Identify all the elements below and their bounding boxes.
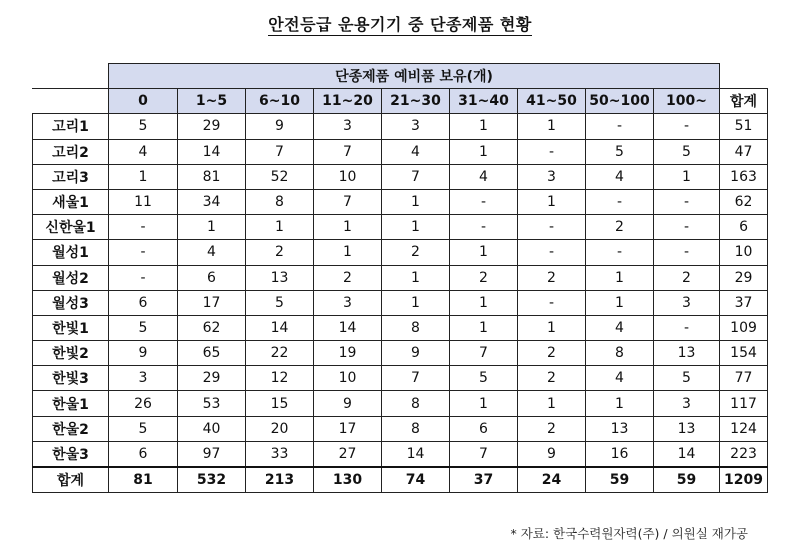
- row-total-cell: 223: [720, 441, 768, 467]
- row-total-cell: 77: [720, 366, 768, 391]
- table-cell: 17: [178, 290, 246, 315]
- table-cell: -: [450, 189, 518, 214]
- table-cell: 53: [178, 391, 246, 416]
- table-cell: 5: [109, 114, 178, 139]
- table-cell: -: [586, 114, 654, 139]
- table-row: [33, 215, 768, 240]
- table-cell: 1: [654, 164, 720, 189]
- column-header: 11~20: [314, 89, 382, 114]
- table-cell: 9: [314, 391, 382, 416]
- table-cell: 6: [178, 265, 246, 290]
- column-header: 0: [109, 89, 178, 114]
- table-cell: 2: [654, 265, 720, 290]
- table-cell: 40: [178, 416, 246, 441]
- table-cell: 27: [314, 441, 382, 467]
- table-cell: -: [654, 240, 720, 265]
- table-cell: -: [518, 240, 586, 265]
- table-cell: 1: [450, 315, 518, 340]
- column-header: 50~100: [586, 89, 654, 114]
- table-cell: 1: [586, 290, 654, 315]
- row-header-plant: 한빛3: [33, 366, 109, 391]
- table-cell: 9: [382, 341, 450, 366]
- table-cell: 14: [382, 441, 450, 467]
- table-cell: 1: [450, 290, 518, 315]
- table-row: [33, 391, 768, 416]
- table-cell: 4: [586, 366, 654, 391]
- table-row: [33, 240, 768, 265]
- table-cell: 19: [314, 341, 382, 366]
- table-row: [33, 315, 768, 340]
- table-cell: 1: [382, 189, 450, 214]
- column-header: 6~10: [246, 89, 314, 114]
- table-cell: -: [109, 240, 178, 265]
- table-cell: -: [654, 215, 720, 240]
- row-total-cell: 154: [720, 341, 768, 366]
- table-cell: 20: [246, 416, 314, 441]
- row-total-cell: 29: [720, 265, 768, 290]
- row-total-cell: 62: [720, 189, 768, 214]
- table-cell: 1: [109, 164, 178, 189]
- table-cell: 2: [518, 416, 586, 441]
- row-header-plant: 월성2: [33, 265, 109, 290]
- row-header-plant: 한울2: [33, 416, 109, 441]
- column-total-cell: 24: [518, 467, 586, 493]
- table-cell: 3: [518, 164, 586, 189]
- row-header-plant: 신한울1: [33, 215, 109, 240]
- table-cell: 29: [178, 366, 246, 391]
- row-total-cell: 37: [720, 290, 768, 315]
- table-row: [33, 265, 768, 290]
- table-cell: 6: [109, 290, 178, 315]
- table-cell: 2: [382, 240, 450, 265]
- table-cell: 1: [382, 290, 450, 315]
- table-cell: 81: [178, 164, 246, 189]
- table-cell: 8: [382, 315, 450, 340]
- table-cell: 14: [654, 441, 720, 467]
- table-cell: 10: [314, 164, 382, 189]
- column-total-cell: 37: [450, 467, 518, 493]
- table-cell: 97: [178, 441, 246, 467]
- table-cell: 3: [654, 290, 720, 315]
- table-cell: 1: [518, 391, 586, 416]
- table-cell: 1: [382, 215, 450, 240]
- table-cell: -: [654, 114, 720, 139]
- table-cell: 5: [586, 139, 654, 164]
- table-cell: 52: [246, 164, 314, 189]
- table-cell: 1: [382, 265, 450, 290]
- column-total-cell: 59: [654, 467, 720, 493]
- group-header-row: [33, 64, 768, 89]
- table-cell: 12: [246, 366, 314, 391]
- table-cell: 1: [518, 114, 586, 139]
- table-row: [33, 441, 768, 467]
- table-cell: 4: [382, 139, 450, 164]
- table-cell: 4: [586, 164, 654, 189]
- row-header-plant: 한빛2: [33, 341, 109, 366]
- table-cell: 3: [109, 366, 178, 391]
- table-cell: -: [109, 265, 178, 290]
- column-header: 21~30: [382, 89, 450, 114]
- row-header-plant: 고리2: [33, 139, 109, 164]
- row-header-plant: 월성1: [33, 240, 109, 265]
- table-cell: 26: [109, 391, 178, 416]
- table-row: [33, 366, 768, 391]
- table-cell: 4: [450, 164, 518, 189]
- table-cell: 3: [382, 114, 450, 139]
- column-total-cell: 74: [382, 467, 450, 493]
- table-cell: -: [109, 215, 178, 240]
- table-cell: 13: [654, 341, 720, 366]
- table-cell: 14: [246, 315, 314, 340]
- column-header-row: [33, 89, 768, 114]
- table-cell: 2: [314, 265, 382, 290]
- row-header-plant: 고리3: [33, 164, 109, 189]
- table-row: [33, 290, 768, 315]
- table-cell: 4: [109, 139, 178, 164]
- column-total-cell: 81: [109, 467, 178, 493]
- table-row: [33, 114, 768, 139]
- table-cell: 6: [109, 441, 178, 467]
- row-total-cell: 117: [720, 391, 768, 416]
- table-cell: 8: [586, 341, 654, 366]
- row-total-cell: 163: [720, 164, 768, 189]
- table-cell: 14: [314, 315, 382, 340]
- row-total-cell: 124: [720, 416, 768, 441]
- table-cell: 4: [178, 240, 246, 265]
- table-cell: -: [586, 189, 654, 214]
- table-cell: -: [654, 315, 720, 340]
- table-cell: 1: [450, 114, 518, 139]
- table-row: [33, 341, 768, 366]
- table-cell: 5: [450, 366, 518, 391]
- column-total-cell: 213: [246, 467, 314, 493]
- table-cell: 5: [109, 416, 178, 441]
- corner-blank-cell: [33, 64, 109, 89]
- table-cell: 14: [178, 139, 246, 164]
- table-cell: 13: [246, 265, 314, 290]
- table-cell: 29: [178, 114, 246, 139]
- group-header: 단종제품 예비품 보유(개): [109, 64, 720, 89]
- table-cell: 7: [450, 341, 518, 366]
- table-cell: 1: [586, 265, 654, 290]
- row-total-cell: 47: [720, 139, 768, 164]
- table-row: [33, 416, 768, 441]
- table-row: [33, 139, 768, 164]
- table-cell: 1: [518, 189, 586, 214]
- page-title: [0, 12, 800, 35]
- corner-blank-cell-2: [33, 89, 109, 114]
- table-cell: 9: [246, 114, 314, 139]
- table-cell: 1: [178, 215, 246, 240]
- table-cell: 2: [518, 366, 586, 391]
- table-cell: 13: [654, 416, 720, 441]
- table-cell: 4: [586, 315, 654, 340]
- row-header-plant: 한울1: [33, 391, 109, 416]
- table-cell: 7: [314, 139, 382, 164]
- table-cell: 7: [382, 164, 450, 189]
- table-cell: 15: [246, 391, 314, 416]
- table-cell: 5: [109, 315, 178, 340]
- row-total-cell: 6: [720, 215, 768, 240]
- table-cell: 65: [178, 341, 246, 366]
- grand-total-row: [33, 467, 768, 493]
- row-header-plant: 새울1: [33, 189, 109, 214]
- table-cell: -: [654, 189, 720, 214]
- table-row: [33, 189, 768, 214]
- column-total-cell: 59: [586, 467, 654, 493]
- table-cell: 3: [654, 391, 720, 416]
- table-cell: 1: [314, 215, 382, 240]
- table-cell: 7: [382, 366, 450, 391]
- table-cell: 5: [654, 139, 720, 164]
- table-cell: 8: [382, 416, 450, 441]
- table-cell: 7: [450, 441, 518, 467]
- table-cell: 7: [246, 139, 314, 164]
- table-cell: 3: [314, 114, 382, 139]
- table-cell: 22: [246, 341, 314, 366]
- column-header: 1~5: [178, 89, 246, 114]
- row-total-cell: 109: [720, 315, 768, 340]
- table-cell: 6: [450, 416, 518, 441]
- table-cell: 7: [314, 189, 382, 214]
- table-cell: 5: [654, 366, 720, 391]
- table-cell: -: [518, 290, 586, 315]
- table-cell: 17: [314, 416, 382, 441]
- total-column-header: 합계: [720, 89, 768, 114]
- column-header: 41~50: [518, 89, 586, 114]
- table-cell: 1: [450, 391, 518, 416]
- row-header-plant: 월성3: [33, 290, 109, 315]
- source-note: * 자료: 한국수력원자력(주) / 의원실 재가공: [510, 526, 748, 541]
- blank-top-right-cell: [720, 64, 768, 89]
- table-cell: 8: [382, 391, 450, 416]
- table-cell: 1: [518, 315, 586, 340]
- table-cell: 1: [314, 240, 382, 265]
- row-header-plant: 한울3: [33, 441, 109, 467]
- table-cell: 9: [518, 441, 586, 467]
- table-body: [33, 114, 768, 493]
- table-cell: 2: [246, 240, 314, 265]
- row-total-cell: 10: [720, 240, 768, 265]
- table-cell: 33: [246, 441, 314, 467]
- column-total-cell: 532: [178, 467, 246, 493]
- spare-parts-table: [32, 63, 768, 493]
- table-cell: -: [518, 215, 586, 240]
- table-cell: 1: [450, 240, 518, 265]
- grand-total-label: 합계: [33, 467, 109, 493]
- table-cell: 34: [178, 189, 246, 214]
- table-cell: 5: [246, 290, 314, 315]
- table-cell: -: [518, 139, 586, 164]
- table-cell: 2: [450, 265, 518, 290]
- table-row: [33, 164, 768, 189]
- column-total-cell: 130: [314, 467, 382, 493]
- table-cell: 1: [586, 391, 654, 416]
- table-cell: 2: [518, 265, 586, 290]
- table-cell: 8: [246, 189, 314, 214]
- page-title-text: 안전등급 운용기기 중 단종제품 현황: [268, 15, 532, 34]
- row-total-cell: 51: [720, 114, 768, 139]
- table-cell: -: [450, 215, 518, 240]
- grand-total-cell: 1209: [720, 467, 768, 493]
- table-cell: 1: [246, 215, 314, 240]
- column-header: 100~: [654, 89, 720, 114]
- table-cell: 2: [518, 341, 586, 366]
- table-cell: 13: [586, 416, 654, 441]
- column-header: 31~40: [450, 89, 518, 114]
- table-cell: 11: [109, 189, 178, 214]
- row-header-plant: 한빛1: [33, 315, 109, 340]
- table-cell: -: [586, 240, 654, 265]
- table-cell: 1: [450, 139, 518, 164]
- table-cell: 9: [109, 341, 178, 366]
- table-cell: 62: [178, 315, 246, 340]
- table-cell: 3: [314, 290, 382, 315]
- table-cell: 10: [314, 366, 382, 391]
- table-cell: 16: [586, 441, 654, 467]
- row-header-plant: 고리1: [33, 114, 109, 139]
- table-cell: 2: [586, 215, 654, 240]
